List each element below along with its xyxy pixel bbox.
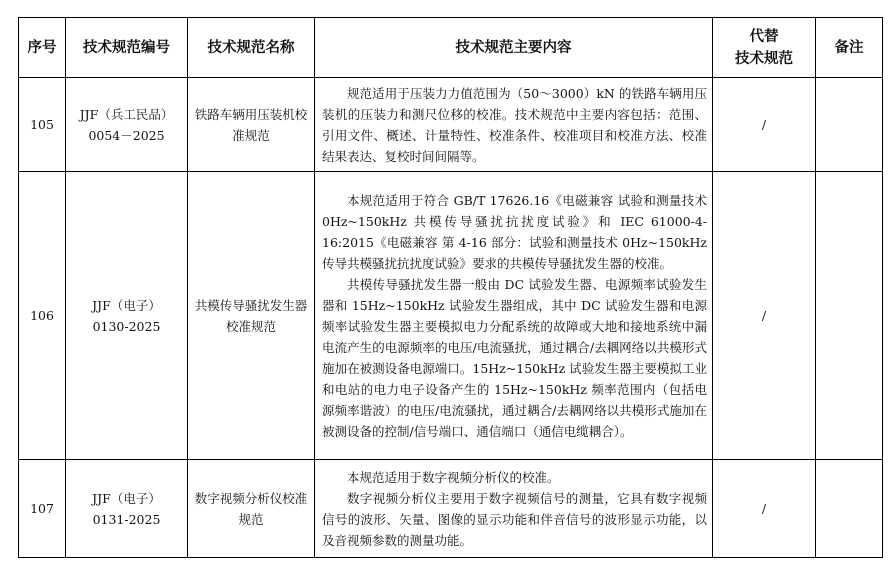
row-name: 数字视频分析仪校准规范 xyxy=(188,460,315,558)
header-seq: 序号 xyxy=(19,18,66,78)
table-row xyxy=(19,460,883,558)
row-seq: 105 xyxy=(19,78,66,172)
row-seq: 106 xyxy=(19,172,66,460)
row-code xyxy=(66,78,188,172)
header-content: 技术规范主要内容 xyxy=(315,18,713,78)
table-row xyxy=(19,78,883,172)
row-remark xyxy=(816,460,883,558)
row-code xyxy=(66,460,188,558)
content-paragraph: 共模传导骚扰发生器一般由 DC 试验发生器、电源频率试验发生器和 15Hz~150kHz 试验发生器组成，其中 DC 试验发生器和电源频率试验发生器主要模拟电力分配系统的故障或大地和接地系统中漏电流产生的电源频率的电压/电流骚扰，通过耦合/去耦网络以共模形式施加在被测设备电源端口。15Hz~150kHz 试验发生器主要模拟工业和电站的电力电子设备产生的 15Hz~150kHz 频率范围内（包括电源频率谐波）的电压/电流骚扰，通过耦合/去耦网络以共模形式施加在被测设备的控制/信号端口、通信端口（通信电缆耦合）。 xyxy=(322,276,707,439)
content-paragraph: 本规范适用于符合 GB/T 17626.16《电磁兼容 试验和测量技术 0Hz~150kHz 共模传导骚扰抗扰度试验》和 IEC 61000-4-16:2015《电磁兼容 第 4-16 部分：试验和测量技术 0Hz~150kHz 传导共模骚扰抗扰度试验》要求的共模传导骚扰发生器的校准。 xyxy=(322,192,707,271)
row-replace: / xyxy=(713,172,816,460)
row-code-line1: JJF（电子） xyxy=(92,297,161,313)
row-code-line2: 0130-2025 xyxy=(92,318,161,334)
header-remark: 备注 xyxy=(816,18,883,78)
header-replace-line2: 技术规范 xyxy=(735,50,793,67)
row-code-line1: JJF（兵工民品） xyxy=(79,106,174,122)
content-paragraph: 数字视频分析仪主要用于数字视频信号的测量，它具有数字视频信号的波形、矢量、图像的显示功能和伴音信号的波形显示功能，以及音视频参数的测量功能。 xyxy=(322,490,707,548)
row-replace: / xyxy=(713,460,816,558)
table-row xyxy=(19,172,883,460)
content-paragraph: 规范适用于压装力力值范围为（50～3000）kN 的铁路车辆用压装机的压装力和测尺位移的校准。技术规范中主要内容包括：范围、引用文件、概述、计量特性、校准条件、校准项目和校准方法、校准结果表达、复校时间间隔等。 xyxy=(322,85,707,164)
header-row xyxy=(19,18,883,78)
row-code xyxy=(66,172,188,460)
row-content xyxy=(315,172,713,460)
header-name: 技术规范名称 xyxy=(188,18,315,78)
row-name: 共模传导骚扰发生器校准规范 xyxy=(188,172,315,460)
row-remark xyxy=(816,78,883,172)
row-name: 铁路车辆用压装机校准规范 xyxy=(188,78,315,172)
content-paragraph: 本规范适用于数字视频分析仪的校准。 xyxy=(347,469,560,485)
row-code-line2: 0131-2025 xyxy=(92,511,161,527)
row-code-line1: JJF（电子） xyxy=(92,490,161,506)
standards-table xyxy=(18,17,883,558)
standards-table-wrapper xyxy=(18,17,883,558)
header-replace xyxy=(713,18,816,78)
row-code-line2: 0054－2025 xyxy=(88,127,165,143)
row-seq: 107 xyxy=(19,460,66,558)
row-remark xyxy=(816,172,883,460)
row-content xyxy=(315,460,713,558)
header-replace-line1: 代替 xyxy=(749,28,779,45)
row-replace: / xyxy=(713,78,816,172)
row-content xyxy=(315,78,713,172)
header-code: 技术规范编号 xyxy=(66,18,188,78)
